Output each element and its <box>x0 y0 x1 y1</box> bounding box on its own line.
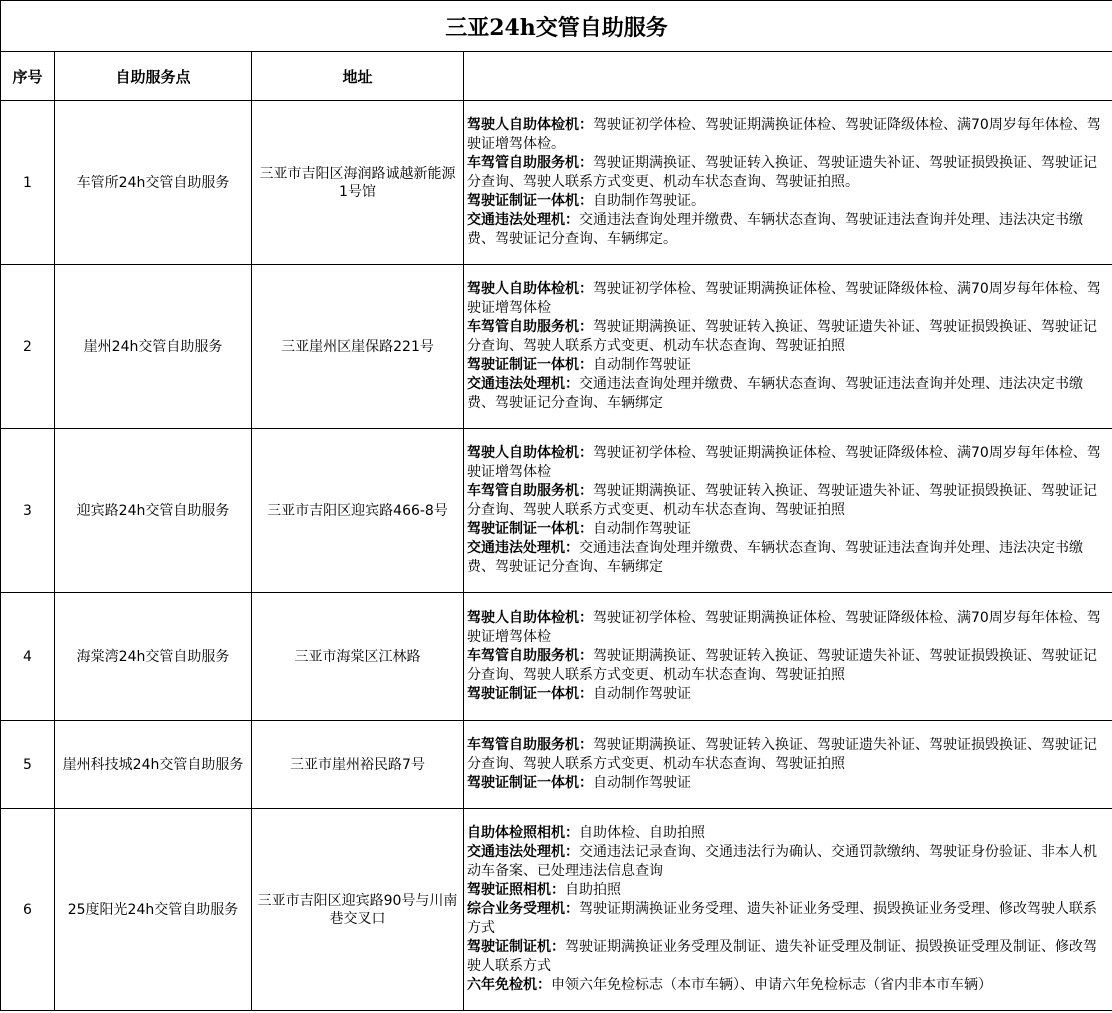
service-item <box>467 736 1110 774</box>
header-address: 地址 <box>252 52 464 101</box>
row-index: 6 <box>1 809 55 1011</box>
service-machine-label: 驾驶证制证一体机： <box>467 521 593 537</box>
service-item <box>467 444 1110 482</box>
service-description: 自动制作驾驶证 <box>593 521 691 537</box>
service-description: 自动制作驾驶证 <box>593 686 691 702</box>
service-point-name: 车管所24h交管自助服务 <box>55 101 252 265</box>
service-machine-label: 交通违法处理机： <box>467 844 579 860</box>
service-description: 驾驶证期满换证、驾驶证转入换证、驾驶证遗失补证、驾驶证损毁换证、驾驶证记分查询、驾驶人联系方式变更、机动车状态查询、驾驶证拍照 <box>467 648 1097 683</box>
table-row <box>1 809 1112 1011</box>
service-description: 驾驶证初学体检、驾驶证期满换证体检、驾驶证降级体检、满70周岁每年体检、驾驶证增驾体检 <box>467 281 1101 316</box>
service-point-name: 崖州24h交管自助服务 <box>55 265 252 429</box>
service-machine-label: 驾驶人自助体检机： <box>467 610 593 626</box>
service-item <box>467 647 1110 685</box>
service-machine-label: 交通违法处理机： <box>467 540 579 556</box>
service-item <box>467 824 1110 843</box>
service-item <box>467 843 1110 881</box>
table-row <box>1 101 1112 265</box>
service-description: 交通违法查询处理并缴费、车辆状态查询、驾驶证违法查询并处理、违法决定书缴费、驾驶证记分查询、车辆绑定。 <box>467 212 1083 247</box>
service-item <box>467 482 1110 520</box>
service-description: 驾驶证期满换证、驾驶证转入换证、驾驶证遗失补证、驾驶证损毁换证、驾驶证记分查询、驾驶人联系方式变更、机动车状态查询、驾驶证拍照 <box>467 737 1097 772</box>
service-machine-label: 驾驶证制证一体机： <box>467 686 593 702</box>
service-machine-label: 驾驶证制证一体机： <box>467 775 593 791</box>
service-description: 自助拍照 <box>565 882 621 898</box>
service-machine-label: 驾驶证制证一体机： <box>467 193 593 209</box>
service-machine-label: 自助体检照相机： <box>467 825 579 841</box>
service-machine-label: 六年免检机： <box>467 977 551 993</box>
service-point-name: 25度阳光24h交管自助服务 <box>55 809 252 1011</box>
row-index: 2 <box>1 265 55 429</box>
service-point-address: 三亚市崖州裕民路7号 <box>252 721 464 809</box>
service-description: 驾驶证期满换证业务受理、遗失补证业务受理、损毁换证业务受理、修改驾驶人联系方式 <box>467 901 1097 936</box>
service-item <box>467 154 1110 192</box>
service-machine-label: 交通违法处理机： <box>467 212 579 228</box>
service-description: 申领六年免检标志（本市车辆）、申请六年免检标志（省内非本市车辆） <box>551 977 992 993</box>
service-item <box>467 116 1110 154</box>
service-description: 交通违法查询处理并缴费、车辆状态查询、驾驶证违法查询并处理、违法决定书缴费、驾驶证记分查询、车辆绑定 <box>467 540 1083 575</box>
service-machine-label: 车驾管自助服务机： <box>467 483 593 499</box>
service-item <box>467 774 1110 793</box>
service-description: 驾驶证期满换证业务受理及制证、遗失补证受理及制证、损毁换证受理及制证、修改驾驶人联系方式 <box>467 939 1097 974</box>
services-cell <box>464 809 1112 1011</box>
service-item <box>467 900 1110 938</box>
service-description: 驾驶证期满换证、驾驶证转入换证、驾驶证遗失补证、驾驶证损毁换证、驾驶证记分查询、驾驶人联系方式变更、机动车状态查询、驾驶证拍照。 <box>467 155 1097 190</box>
service-item <box>467 881 1110 900</box>
service-description: 自助制作驾驶证。 <box>593 193 705 209</box>
row-index: 1 <box>1 101 55 265</box>
service-machine-label: 车驾管自助服务机： <box>467 737 593 753</box>
service-machine-label: 车驾管自助服务机： <box>467 155 593 171</box>
service-item <box>467 192 1110 211</box>
service-item <box>467 375 1110 413</box>
service-point-name: 海棠湾24h交管自助服务 <box>55 593 252 721</box>
service-point-address: 三亚市海棠区江林路 <box>252 593 464 721</box>
service-point-address: 三亚市吉阳区海润路诚越新能源1号馆 <box>252 101 464 265</box>
service-machine-label: 驾驶证制证一体机： <box>467 357 593 373</box>
service-machine-label: 驾驶证制证机： <box>467 939 565 955</box>
service-description: 自助体检、自助拍照 <box>579 825 705 841</box>
service-machine-label: 车驾管自助服务机： <box>467 319 593 335</box>
service-machine-label: 交通违法处理机： <box>467 376 579 392</box>
header-name: 自助服务点 <box>55 52 252 101</box>
service-item <box>467 976 1110 995</box>
table-row <box>1 265 1112 429</box>
service-item <box>467 356 1110 375</box>
services-cell <box>464 721 1112 809</box>
services-cell <box>464 265 1112 429</box>
service-description: 驾驶证期满换证、驾驶证转入换证、驾驶证遗失补证、驾驶证损毁换证、驾驶证记分查询、驾驶人联系方式变更、机动车状态查询、驾驶证拍照 <box>467 483 1097 518</box>
service-description: 交通违法查询处理并缴费、车辆状态查询、驾驶证违法查询并处理、违法决定书缴费、驾驶证记分查询、车辆绑定 <box>467 376 1083 411</box>
table-row <box>1 721 1112 809</box>
service-description: 驾驶证初学体检、驾驶证期满换证体检、驾驶证降级体检、满70周岁每年体检、驾驶证增驾体检 <box>467 610 1101 645</box>
service-description: 交通违法记录查询、交通违法行为确认、交通罚款缴纳、驾驶证身份验证、非本人机动车备案、已处理违法信息查询 <box>467 844 1097 879</box>
service-description: 自动制作驾驶证 <box>593 357 691 373</box>
header-row <box>1 52 1112 101</box>
services-cell <box>464 593 1112 721</box>
table-row <box>1 593 1112 721</box>
service-item <box>467 609 1110 647</box>
service-item <box>467 280 1110 318</box>
service-machine-label: 驾驶人自助体检机： <box>467 445 593 461</box>
service-machine-label: 驾驶人自助体检机： <box>467 117 593 133</box>
service-item <box>467 318 1110 356</box>
service-description: 驾驶证期满换证、驾驶证转入换证、驾驶证遗失补证、驾驶证损毁换证、驾驶证记分查询、驾驶人联系方式变更、机动车状态查询、驾驶证拍照 <box>467 319 1097 354</box>
service-description: 驾驶证初学体检、驾驶证期满换证体检、驾驶证降级体检、满70周岁每年体检、驾驶证增驾体检。 <box>467 117 1101 152</box>
row-index: 4 <box>1 593 55 721</box>
service-item <box>467 211 1110 249</box>
header-services <box>464 52 1112 101</box>
service-point-address: 三亚市吉阳区迎宾路466-8号 <box>252 429 464 593</box>
service-item <box>467 938 1110 976</box>
services-cell <box>464 101 1112 265</box>
service-machine-label: 驾驶证照相机： <box>467 882 565 898</box>
service-description: 驾驶证初学体检、驾驶证期满换证体检、驾驶证降级体检、满70周岁每年体检、驾驶证增驾体检 <box>467 445 1101 480</box>
row-index: 5 <box>1 721 55 809</box>
service-description: 自动制作驾驶证 <box>593 775 691 791</box>
service-point-name: 崖州科技城24h交管自助服务 <box>55 721 252 809</box>
service-machine-label: 驾驶人自助体检机： <box>467 281 593 297</box>
service-item <box>467 685 1110 704</box>
service-point-address: 三亚市吉阳区迎宾路90号与川南巷交叉口 <box>252 809 464 1011</box>
service-item <box>467 520 1110 539</box>
service-point-name: 迎宾路24h交管自助服务 <box>55 429 252 593</box>
row-index: 3 <box>1 429 55 593</box>
table-row <box>1 429 1112 593</box>
service-point-address: 三亚崖州区崖保路221号 <box>252 265 464 429</box>
services-cell <box>464 429 1112 593</box>
service-machine-label: 车驾管自助服务机： <box>467 648 593 664</box>
service-item <box>467 539 1110 577</box>
table-body <box>1 101 1112 1011</box>
service-machine-label: 综合业务受理机： <box>467 901 579 917</box>
header-index: 序号 <box>1 52 55 101</box>
table-title: 三亚24h交管自助服务 <box>1 1 1112 52</box>
